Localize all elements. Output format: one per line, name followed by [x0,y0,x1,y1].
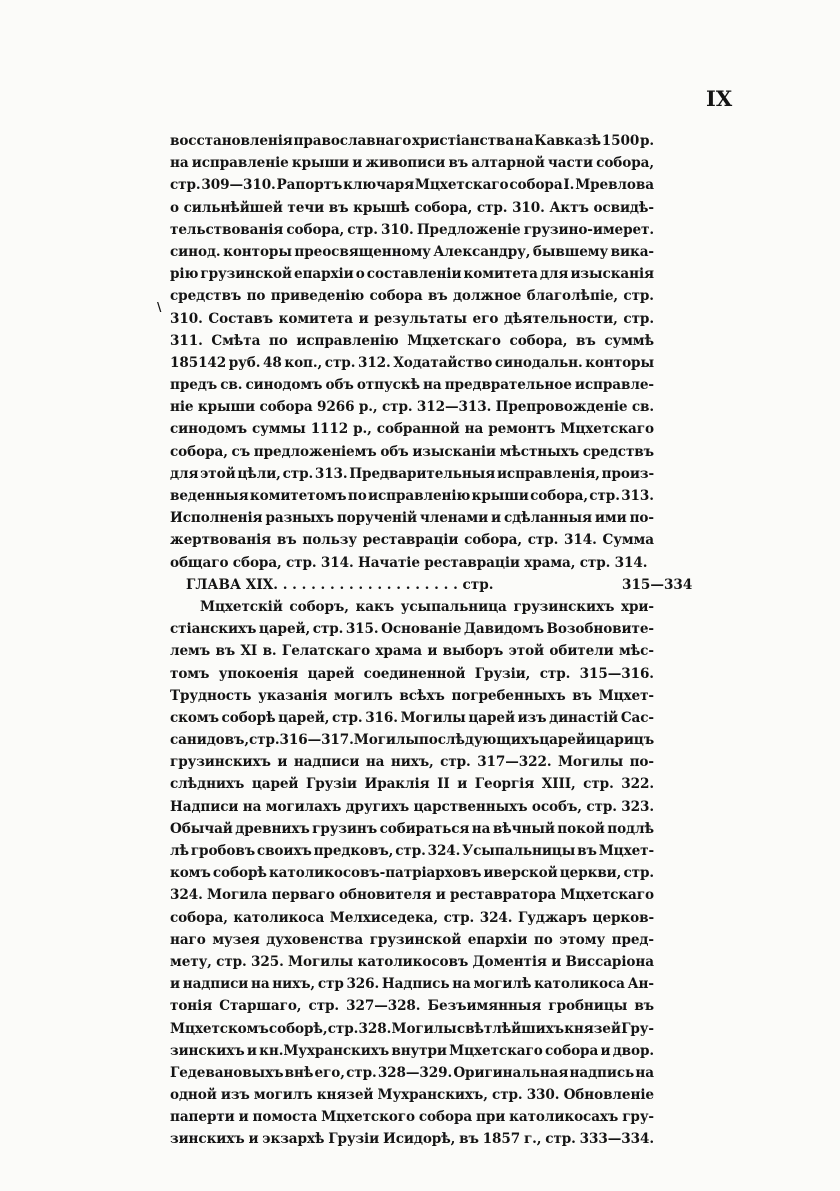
text-line: Мцхетскій соборъ, какъ усыпальница грузинскихъ хри- [200,598,654,615]
text-line: синодомъ суммы 1112 р., собранной на ремонтъ Мцхетскаго [170,421,654,438]
text-line: слѣднихъ царей Грузіи Ираклія II и Георгія XIII, стр. 322. [170,776,654,793]
text-line: средствъ по приведенію собора въ должное благолѣпіе, стр. [170,288,654,305]
text-line: Исполненія разныхъ порученій членами и сдѣланныя ими по- [170,510,654,527]
text-line: на исправленіе крыши и живописи въ алтарной части собора, [170,155,654,172]
text-line: синод. конторы преосвященному Александру, бывшему вика- [170,243,654,260]
text-block [170,130,693,1151]
text-line: общаго сбора, стр. 314. Начатіе реставраціи храма, стр. 314. [170,554,648,571]
page-number: IX [706,86,733,111]
text-line: скомъ соборѣ царей, стр. 316. Могилы царей изъ династій Сас- [170,709,654,726]
section-paragraph-2 [170,596,654,1151]
text-line: собора, съ предложеніемъ объ изысканіи мѣстныхъ средствъ [170,443,654,460]
text-line: ніе крыши собора 9266 р., стр. 312—313. Препровожденіе св. [170,399,654,416]
text-line: зинскихъ и кн.Мухранскихъ внутри Мцхетскаго собора и двор. [170,1042,654,1059]
text-line: Мцхетскомъ соборѣ, стр. 328. Могилы свѣтлѣйшихъ князей Гру- [170,1020,654,1037]
text-line: паперти и помоста Мцхетского собора при католикосахъ гру- [170,1109,654,1126]
text-line: для этой цѣли, стр. 313. Предварительныя исправленія, произ- [170,465,654,482]
text-line: томъ упокоенія царей соединенной Грузіи, стр. 315—316. [170,665,654,682]
text-line: зинскихъ и экзархѣ Грузіи Исидорѣ, въ 1857 г., стр. 333—334. [170,1131,654,1148]
text-line: предъ св. синодомъ объ отпускѣ на предврательное исправле- [170,377,654,394]
text-line: одной изъ могилъ князей Мухранскихъ, стр. 330. Обновленіе [170,1087,654,1104]
text-line: тельствованія собора, стр. 310. Предложеніе грузино-имерет. [170,221,654,238]
text-line: о сильнѣйшей течи въ крышѣ собора, стр. 310. Актъ освидѣ- [170,199,654,216]
text-line: 324. Могила перваго обновителя и реставратора Мцхетскаго [170,887,654,904]
text-line: стіанскихъ царей, стр. 315. Основаніе Давидомъ Возобновите- [170,621,654,638]
text-line: стр. 309—310. Рапортъ ключаря Мцхетскаго собора І. Мревлова [170,177,654,194]
text-line: Надписи на могилахъ другихъ царственныхъ особъ, стр. 323. [170,798,654,815]
text-line: наго музея духовенства грузинской епархіи по этому пред- [170,931,654,948]
section-paragraph-1 [170,130,654,574]
text-line: 311. Смѣта по исправленію Мцхетскаго собора, въ суммѣ [170,332,654,349]
text-line: 185142 руб. 48 коп., стр. 312. Ходатайство синодальн. конторы [170,354,654,371]
text-line: Обычай древнихъ грузинъ собираться на вѣчный покой подлѣ [170,820,654,837]
text-line: санидовъ, стр. 316—317. Могилы послѣдующихъ царей и царицъ [170,732,655,749]
text-line: восстановленія православнаго христіанства на Кавказѣ 1500 р. [170,133,654,149]
text-line: мету, стр. 325. Могилы католикосовъ Доментія и Виссаріона [170,953,654,970]
text-line: жертвованія въ пользу реставраціи собора, стр. 314. Сумма [170,532,654,549]
margin-mark: \ [157,300,162,314]
text-line: грузинскихъ и надписи на нихъ, стр. 317—322. Могилы по- [170,754,654,771]
text-line: лемъ въ XI в. Гелатскаго храма и выборъ этой обители мѣс- [170,643,654,660]
text-line: тонія Старшаго, стр. 327—328. Безъимянныя гробницы въ [170,998,654,1015]
text-line: 310. Составъ комитета и результаты его дѣятельности, стр. [170,310,654,327]
chapter-heading [170,574,693,596]
text-line: и надписи на нихъ, стр 326. Надпись на могилѣ католикоса Ан- [170,976,654,993]
text-line: комъ соборѣ католикосовъ-патріарховъ иверской церкви, стр. [170,865,654,882]
text-line: собора, католикоса Мелхиседека, стр. 324. Гуджаръ церков- [170,909,654,926]
text-line: лѣ гробовъ своихъ предковъ, стр. 324. Усыпальницы въ Мцхет- [170,843,654,859]
text-line: веденныя комитетомъ по исправленію крыши собора, стр. 313. [170,488,654,504]
chapter-pages: 315—334 [622,576,693,593]
text-line: рію грузинской епархіи о составленіи комитета для изысканія [170,266,654,283]
text-line: Трудность указанія могилъ всѣхъ погребенныхъ въ Мцхет- [170,687,654,704]
chapter-title: ГЛАВА XIX. . . . . . . . . . . . . . . . . . . . стр. [186,576,494,593]
text-line: Гедевановыхъ внѣ его, стр. 328—329. Оригинальная надпись на [170,1064,654,1081]
